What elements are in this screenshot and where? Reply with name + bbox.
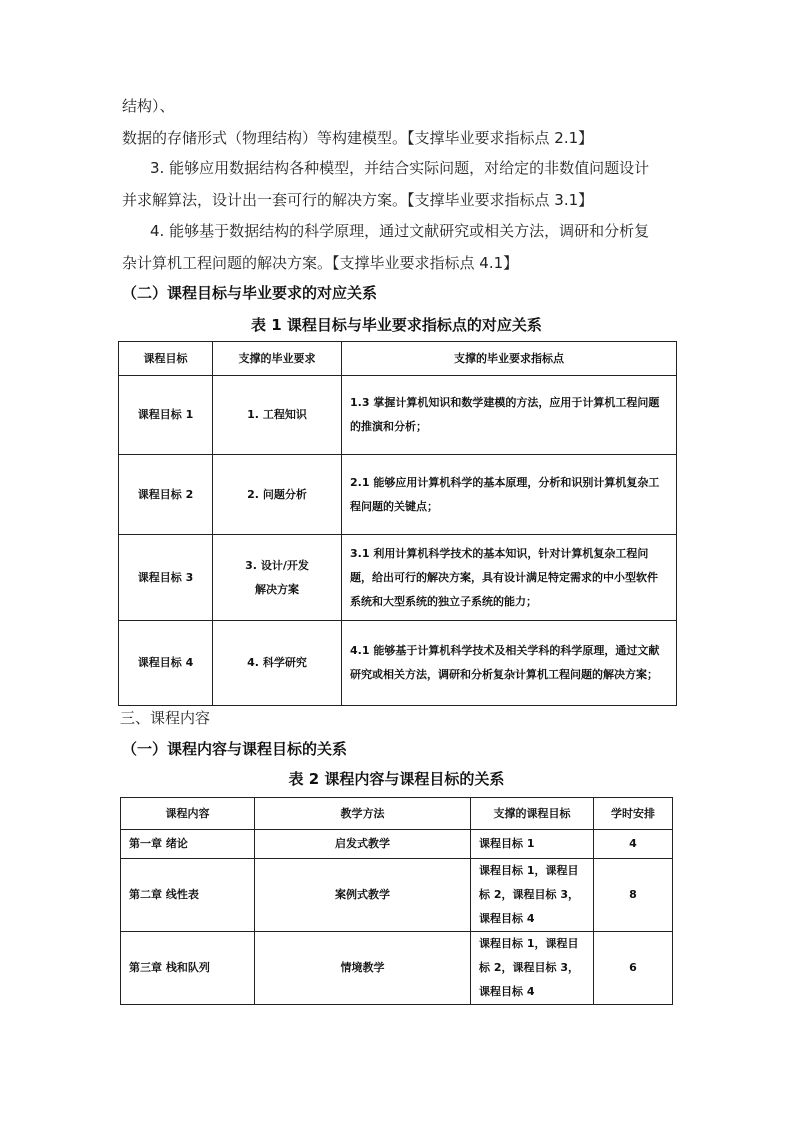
goal-cell: 课程目标 4 — [119, 621, 213, 706]
table-header-row — [121, 798, 673, 830]
requirement-text: 解决方案 — [255, 582, 299, 596]
requirement-text: 3. 设计/开发 — [245, 558, 309, 572]
goal-cell: 课程目标 2 — [119, 455, 213, 535]
indicator-cell: 3.1 利用计算机科学技术的基本知识，针对计算机复杂工程问题，给出可行的解决方案，具有设计满足特定需求的中小型软件系统和大型系统的独立子系统的能力； — [342, 535, 677, 621]
content-cell: 第三章 栈和队列 — [121, 932, 255, 1005]
hours-cell: 4 — [594, 830, 673, 859]
goals-cell — [471, 830, 594, 859]
indicator-cell: 1.3 掌握计算机知识和数学建模的方法，应用于计算机工程问题的推演和分析； — [342, 376, 677, 455]
paragraph-line-1: 结构）、 — [122, 97, 175, 115]
paragraph-line-3: 3. 能够应用数据结构各种模型，并结合实际问题，对给定的非数值问题设计 — [150, 159, 650, 177]
content-goal-table — [120, 797, 673, 1005]
table-header-cell: 学时安排 — [594, 798, 673, 830]
table-header-cell: 支撑的毕业要求 — [213, 342, 342, 376]
goals-cell — [471, 859, 594, 932]
table1-caption: 表 1 课程目标与毕业要求指标点的对应关系 — [251, 316, 542, 334]
table-header-cell: 课程内容 — [121, 798, 255, 830]
goals-text: 标 2，课程目标 3， — [479, 888, 579, 901]
goals-cell — [471, 932, 594, 1005]
goal-cell: 课程目标 3 — [119, 535, 213, 621]
section-heading-course-content: 三、课程内容 — [120, 709, 211, 727]
hours-cell: 6 — [594, 932, 673, 1005]
requirement-text: 4. 科学研究 — [247, 656, 307, 669]
requirement-cell — [213, 535, 342, 621]
goals-text: 课程目标 4 — [479, 985, 535, 998]
section-heading-content-goals: （一）课程内容与课程目标的关系 — [122, 740, 348, 758]
paragraph-line-4: 并求解算法，设计出一套可行的解决方案。【支撑毕业要求指标点 3.1】 — [122, 191, 594, 209]
requirement-cell — [213, 455, 342, 535]
table-row — [119, 535, 677, 621]
indicator-cell: 4.1 能够基于计算机科学技术及相关学科的科学原理，通过文献研究或相关方法，调研和分析复杂计算机工程问题的解决方案； — [342, 621, 677, 706]
goals-text: 标 2，课程目标 3， — [479, 961, 579, 974]
paragraph-line-5: 4. 能够基于数据结构的科学原理，通过文献研究或相关方法，调研和分析复 — [150, 222, 650, 240]
content-cell: 第二章 线性表 — [121, 859, 255, 932]
requirement-cell — [213, 376, 342, 455]
requirement-cell — [213, 621, 342, 706]
table-header-row — [119, 342, 677, 376]
paragraph-line-2: 数据的存储形式（物理结构）等构建模型。【支撑毕业要求指标点 2.1】 — [122, 129, 594, 147]
table-row — [121, 932, 673, 1005]
table-header-cell: 教学方法 — [255, 798, 471, 830]
goals-text: 课程目标 4 — [479, 912, 535, 925]
goal-cell: 课程目标 1 — [119, 376, 213, 455]
method-cell: 情境教学 — [255, 932, 471, 1005]
goal-requirement-table — [118, 341, 677, 706]
paragraph-line-6: 杂计算机工程问题的解决方案。【支撑毕业要求指标点 4.1】 — [122, 254, 519, 272]
table-row — [119, 376, 677, 455]
table-row — [121, 830, 673, 859]
table-row — [119, 621, 677, 706]
requirement-text: 1. 工程知识 — [247, 408, 307, 421]
table-row — [119, 455, 677, 535]
goals-text: 课程目标 1，课程目 — [479, 864, 579, 877]
requirement-text: 2. 问题分析 — [247, 487, 307, 501]
table-header-cell: 课程目标 — [119, 342, 213, 376]
method-cell: 启发式教学 — [255, 830, 471, 859]
table-header-cell: 支撑的毕业要求指标点 — [342, 342, 677, 376]
content-cell: 第一章 绪论 — [121, 830, 255, 859]
table-row — [121, 859, 673, 932]
method-cell: 案例式教学 — [255, 859, 471, 932]
goals-text: 课程目标 1 — [479, 837, 535, 850]
table-header-cell: 支撑的课程目标 — [471, 798, 594, 830]
table2-caption: 表 2 课程内容与课程目标的关系 — [288, 770, 505, 788]
hours-cell: 8 — [594, 859, 673, 932]
section-heading-goals-mapping: （二）课程目标与毕业要求的对应关系 — [122, 284, 378, 302]
indicator-cell: 2.1 能够应用计算机科学的基本原理，分析和识别计算机复杂工程问题的关键点； — [342, 455, 677, 535]
goals-text: 课程目标 1，课程目 — [479, 937, 579, 950]
